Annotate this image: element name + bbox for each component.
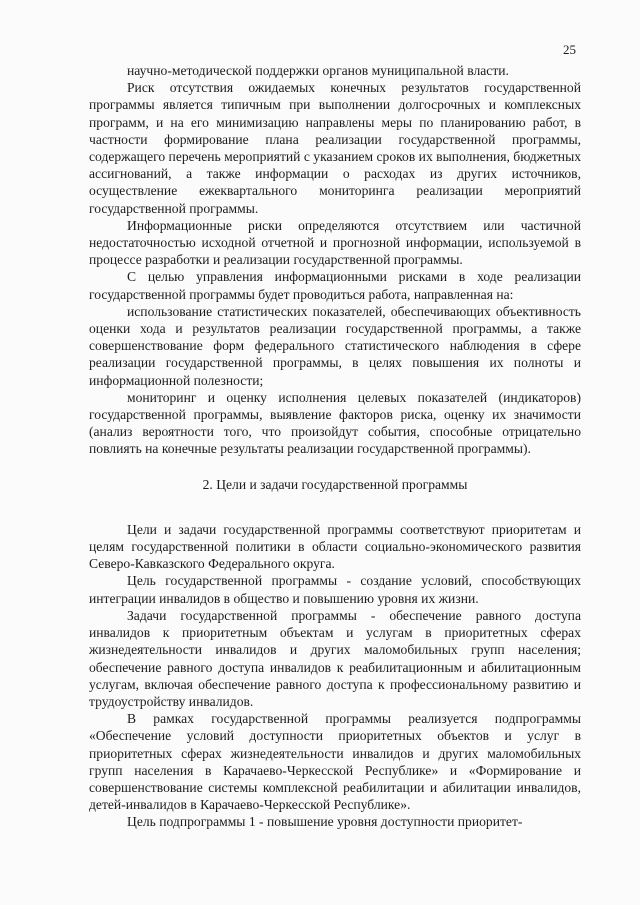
paragraph-1: научно-методической поддержки органов муниципальной власти. xyxy=(127,63,509,78)
section-heading: 2. Цели и задачи государственной программы xyxy=(202,476,468,492)
paragraph-5: использование статистических показателей, обеспечивающих объективность оценки хода и результатов реализации государственной программы, а также совершенствование форм федерального статистического наблюдения в сфере реализации государственной программы, в целях повышения их полноты и информационной полезности; xyxy=(89,303,581,388)
paragraph-2: Риск отсутствия ожидаемых конечных результатов государственной программы является типичным при выполнении долгосрочных и комплексных программ, и на его минимизацию направлены меры по планированию работ, в частности формирование плана реализации государственной программы, содержащего перечень мероприятий с указанием сроков их выполнения, бюджетных ассигнований, а также информации о расходах из других источников, осуществление ежеквартального мониторинга реализации мероприятий государственной программы. xyxy=(89,80,581,216)
paragraph-6: мониторинг и оценку исполнения целевых показателей (индикаторов) государственной программы, выявление факторов риска, оценку их значимости (анализ вероятности того, что произойдут события, способные отрицательно повлиять на конечные результаты реализации государственной программы). xyxy=(89,389,581,457)
paragraph-7: Цели и задачи государственной программы соответствуют приоритетам и целям государственной политики в области социально-экономического развития Северо-Кавказского Федерального округа. xyxy=(89,521,581,572)
paragraph-4: С целью управления информационными рисками в ходе реализации государственной программы будет проводиться работа, направленная на: xyxy=(89,269,581,302)
paragraph-9: Задачи государственной программы - обеспечение равного доступа инвалидов к приоритетным объектам и услугам в приоритетных сферах жизнедеятельности инвалидов и других маломобильных групп населения; обеспечение равного доступа инвалидов к реабилитационным и абилитационным услугам, включая обеспечение равного доступа к профессиональному развитию и трудоустройству инвалидов. xyxy=(89,607,581,709)
paragraph-8: Цель государственной программы - создание условий, способствующих интеграции инвалидов в общество и повышению уровня их жизни. xyxy=(89,573,581,606)
paragraph-10: В рамках государственной программы реализуется подпрограммы «Обеспечение условий доступности приоритетных объектов и услуг в приоритетных сферах жизнедеятельности инвалидов и других маломобильных групп населения в Карачаево-Черкесской Республике» и «Формирование и совершенствование системы комплексной реабилитации и абилитации инвалидов, детей-инвалидов в Карачаево-Черкесской Республике». xyxy=(89,711,581,813)
paragraph-11: Цель подпрограммы 1 - повышение уровня доступности приоритет- xyxy=(127,814,523,830)
paragraph-3: Информационные риски определяются отсутствием или частичной недостаточностью исходной отчетной и прогнозной информации, используемой в процессе разработки и реализации государственной программы. xyxy=(89,217,581,268)
body-text xyxy=(89,62,581,831)
page-number: 25 xyxy=(563,42,576,57)
